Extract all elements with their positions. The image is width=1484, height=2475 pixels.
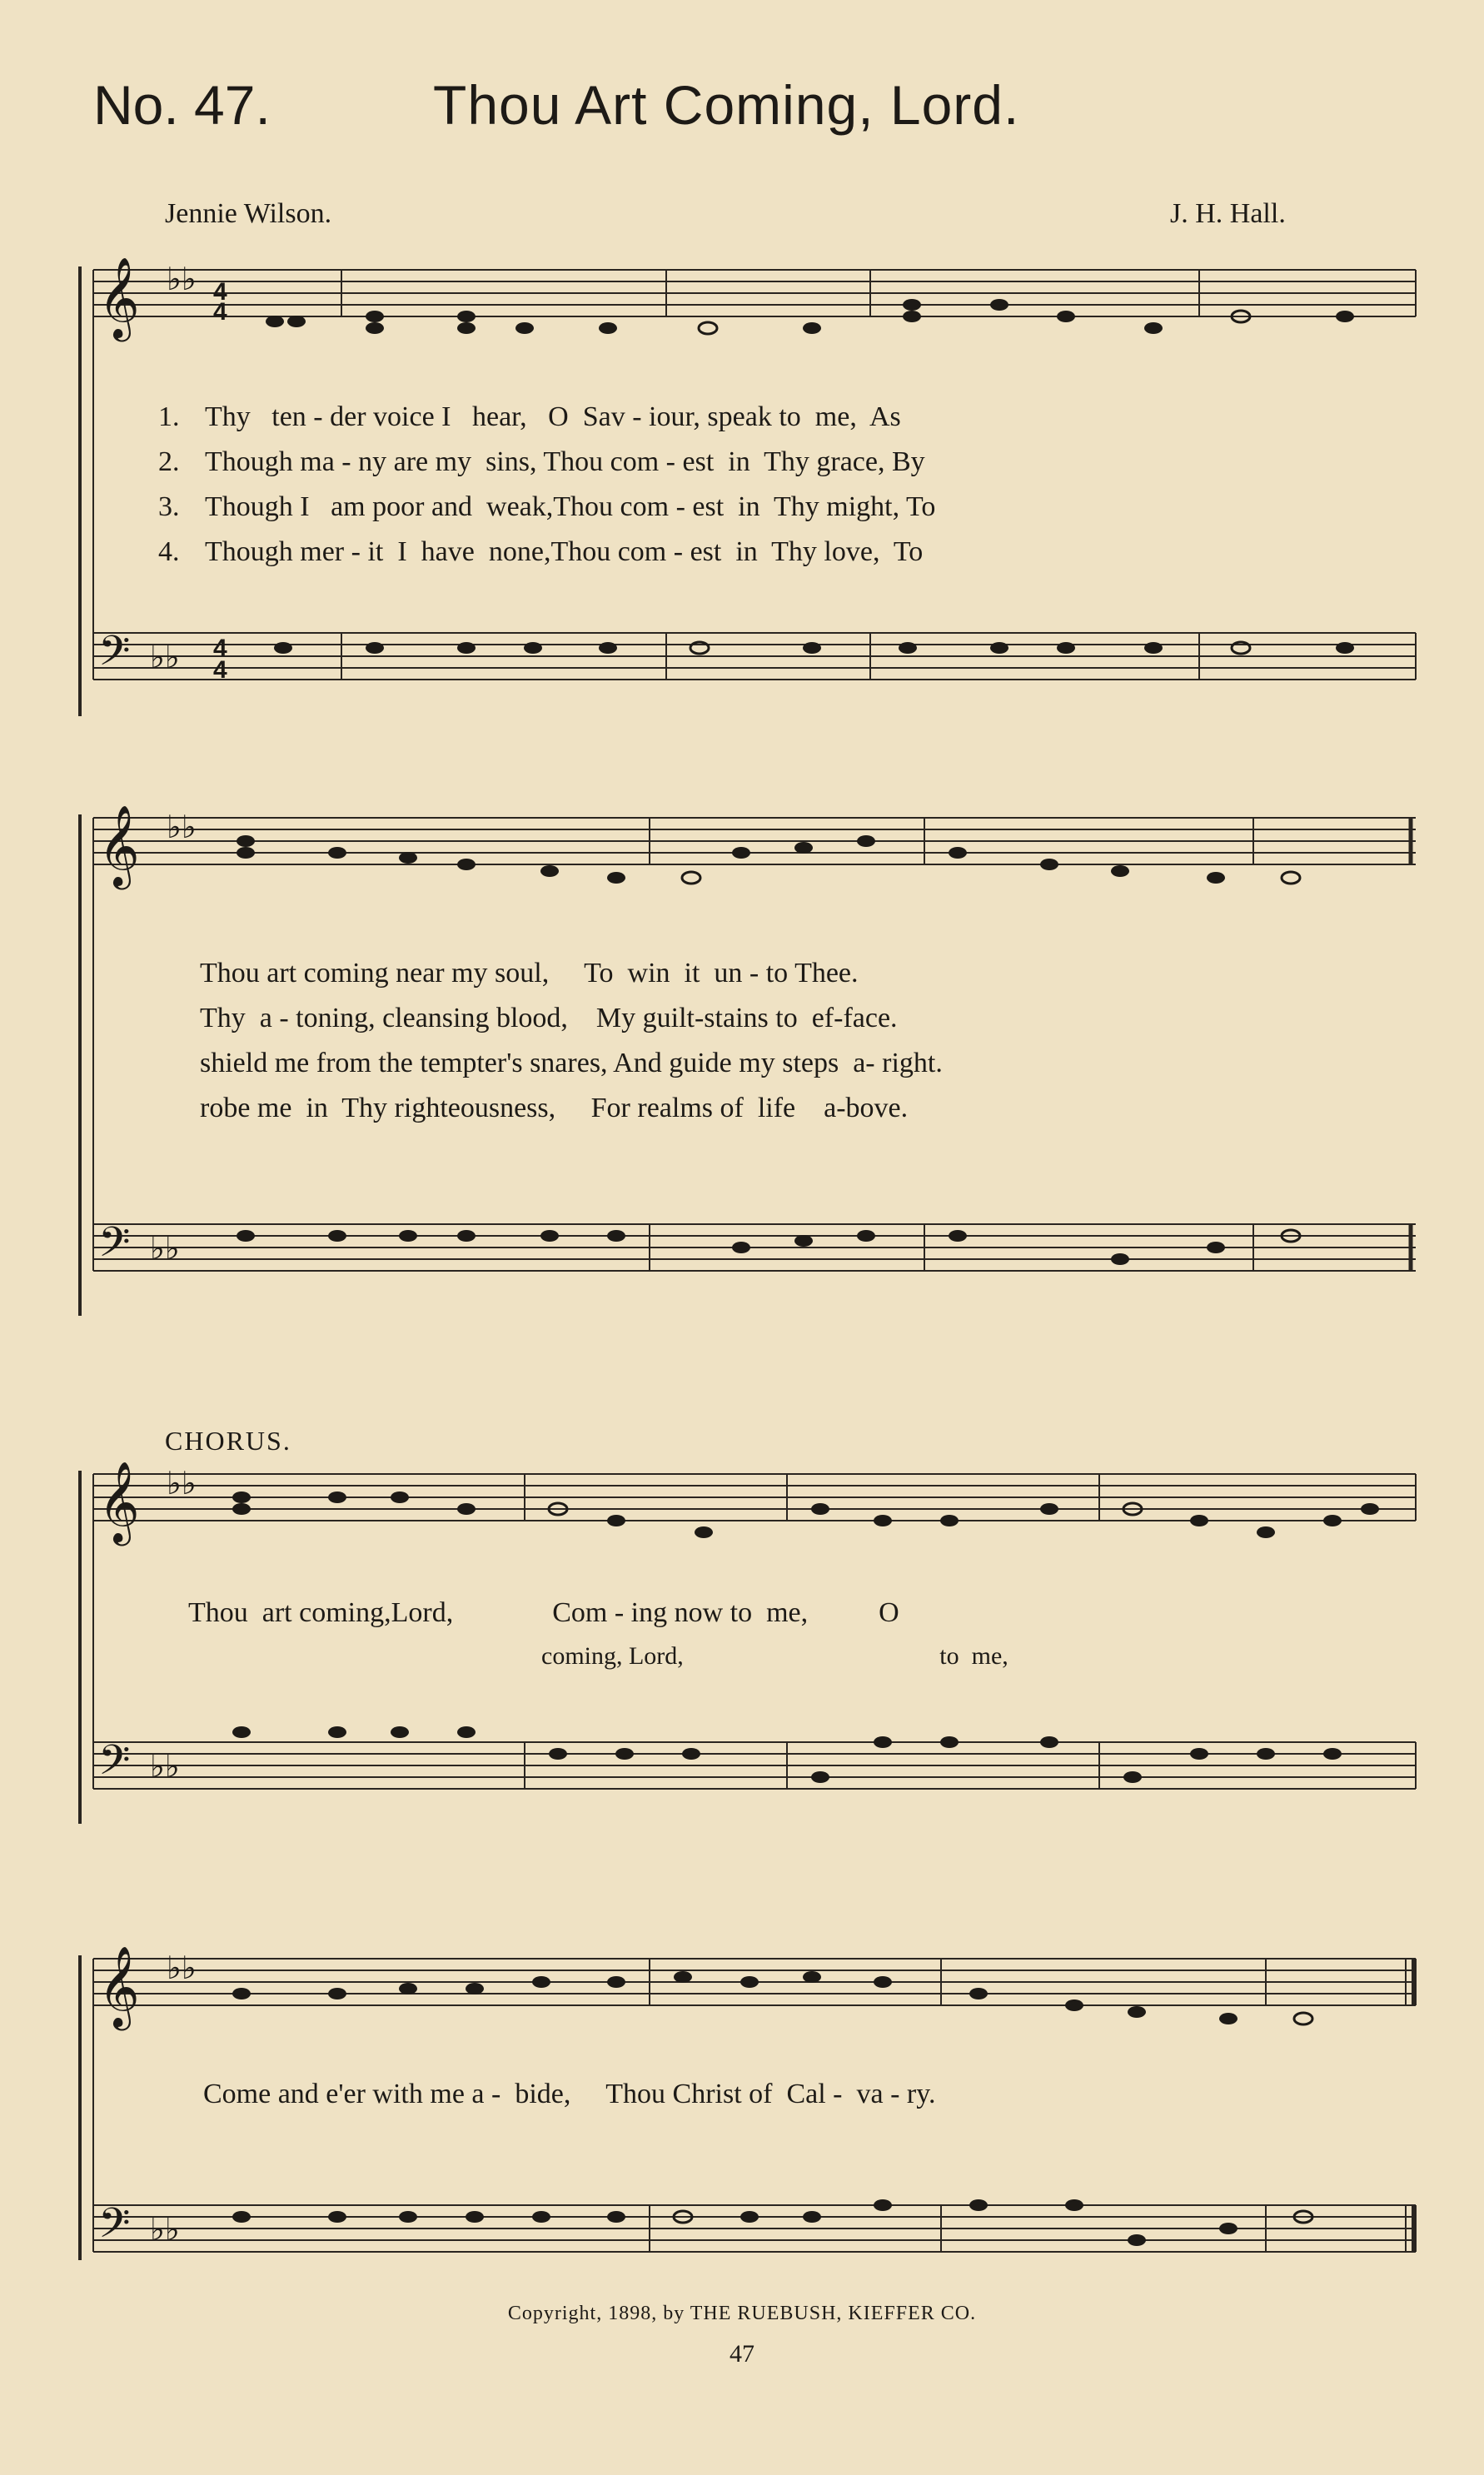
hymn-title: Thou Art Coming, Lord. <box>433 74 1020 136</box>
chorus-line-1-bass-echo: coming, Lord, to me, <box>541 1642 1008 1670</box>
svg-text:♭♭: ♭♭ <box>150 640 180 675</box>
svg-text:𝄢: 𝄢 <box>98 627 131 685</box>
svg-text:𝄢: 𝄢 <box>98 2199 131 2258</box>
music-system-2 <box>0 799 1484 1332</box>
chorus-line-1: Thou art coming,Lord, Com - ing now to me, O <box>188 1597 899 1628</box>
svg-text:4: 4 <box>213 298 227 326</box>
verse-3-line-1: 3. Though I am poor and weak,Thou com - est in Thy might, To <box>158 491 936 522</box>
svg-text:4: 4 <box>213 278 227 306</box>
svg-text:♭♭: ♭♭ <box>167 810 197 845</box>
svg-text:♭♭: ♭♭ <box>150 1750 180 1785</box>
verse-1-line-1: 1. Thy ten - der voice I hear, O Sav - iour, speak to me, As <box>158 401 901 432</box>
svg-text:𝄞: 𝄞 <box>98 1945 140 2027</box>
music-system-4 <box>0 1940 1484 2298</box>
verse-2-line-2: Thy a - toning, cleansing blood, My guilt-stains to ef-face. <box>200 1003 898 1033</box>
svg-text:♭♭: ♭♭ <box>167 262 197 297</box>
music-system-3 <box>0 1461 1484 1840</box>
svg-text:𝄞: 𝄞 <box>98 1461 140 1542</box>
copyright-notice: Copyright, 1898, by THE RUEBUSH, KIEFFER CO. <box>507 2303 977 2324</box>
svg-text:4: 4 <box>213 635 227 662</box>
svg-text:𝄢: 𝄢 <box>98 1736 131 1795</box>
svg-text:𝄞: 𝄞 <box>98 804 140 886</box>
svg-text:♭♭: ♭♭ <box>167 1951 197 1986</box>
verse-1-line-2: Thou art coming near my soul, To win it un - to Thee. <box>200 958 859 989</box>
verse-2-line-1: 2. Though ma - ny are my sins, Thou com - est in Thy grace, By <box>158 446 925 477</box>
chorus-line-2: Come and e'er with me a - bide, Thou Christ of Cal - va - ry. <box>203 2079 936 2109</box>
hymn-number: No. 47. <box>93 74 271 136</box>
verse-4-line-1: 4. Though mer - it I have none,Thou com - est in Thy love, To <box>158 536 924 567</box>
music-system-1 <box>0 250 1484 725</box>
composer-credit: J. H. Hall. <box>1170 198 1286 229</box>
chorus-label: CHORUS. <box>165 1426 291 1456</box>
verse-4-line-2: robe me in Thy righteousness, For realms of life a-bove. <box>200 1093 909 1123</box>
author-credit: Jennie Wilson. <box>165 198 332 229</box>
svg-text:𝄢: 𝄢 <box>98 1218 131 1277</box>
system-4-staves <box>0 1940 1484 2298</box>
verse-3-line-2: shield me from the tempter's snares, And guide my steps a- right. <box>200 1048 943 1078</box>
svg-text:♭♭: ♭♭ <box>150 2213 180 2248</box>
svg-text:𝄞: 𝄞 <box>98 256 140 338</box>
system-1-staves <box>0 250 1484 725</box>
svg-text:♭♭: ♭♭ <box>167 1467 197 1501</box>
svg-text:♭♭: ♭♭ <box>150 1232 180 1267</box>
svg-text:4: 4 <box>213 656 227 684</box>
page-number: 47 <box>730 2340 754 2368</box>
